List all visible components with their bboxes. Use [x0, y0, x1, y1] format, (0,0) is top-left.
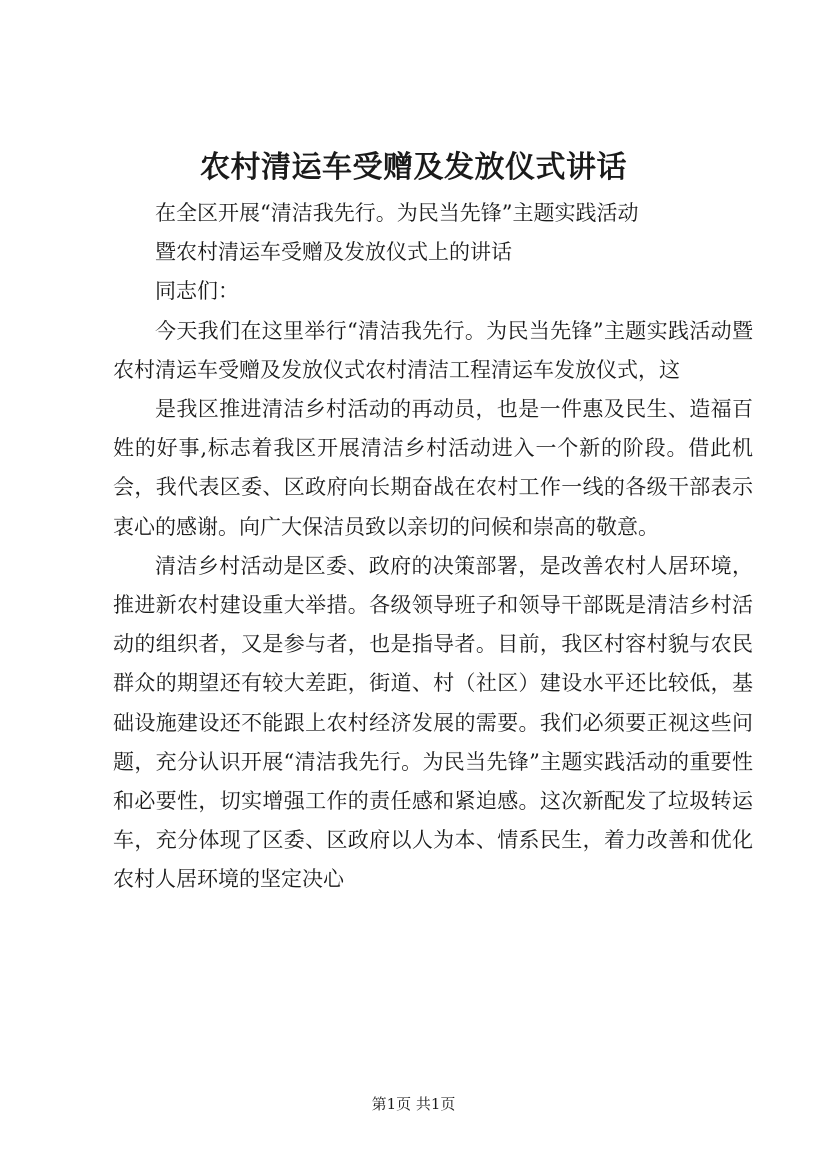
document-title: 农村清运车受赠及发放仪式讲话	[200, 150, 627, 185]
paragraph-subtitle-line-2: 暨农村清运车受赠及发放仪式上的讲话	[155, 240, 512, 265]
paragraph-thanks: 是我区推进清洁乡村活动的再动员，也是一件惠及民生、造福百姓的好事,标志着我区开展清洁乡村活动进入一个新的阶段。借此机会，我代表区委、区政府向长期奋战在农村工作一线的各级干部表示衷心的感谢。向广大保洁员致以亲切的问候和崇高的敬意。	[113, 397, 753, 539]
paragraph-activity: 清洁乡村活动是区委、政府的决策部署，是改善农村人居环境，推进新农村建设重大举措。各级领导班子和领导干部既是清洁乡村活动的组织者，又是参与者，也是指导者。目前，我区村容村貌与农民群众的期望还有较大差距，街道、村（社区）建设水平还比较低，基础设施建设还不能跟上农村经济发展的需要。我们必须要正视这些问题，充分认识开展“清洁我先行。为民当先锋”主题实践活动的重要性和必要性，切实增强工作的责任感和紧迫感。这次新配发了垃圾转运车，充分体现了区委、区政府以人为本、情系民生，着力改善和优化农村人居环境的坚定决心	[113, 553, 753, 892]
page-footer: 第1页 共1页	[371, 1095, 456, 1113]
document-body	[113, 194, 753, 900]
paragraph-subtitle-line-1: 在全区开展“清洁我先行。为民当先锋”主题实践活动	[155, 201, 639, 225]
paragraph-opening: 今天我们在这里举行“清洁我先行。为民当先锋”主题实践活动暨农村清运车受赠及发放仪式农村清洁工程清运车发放仪式，这	[113, 318, 753, 382]
paragraph-salutation: 同志们：	[155, 279, 239, 304]
